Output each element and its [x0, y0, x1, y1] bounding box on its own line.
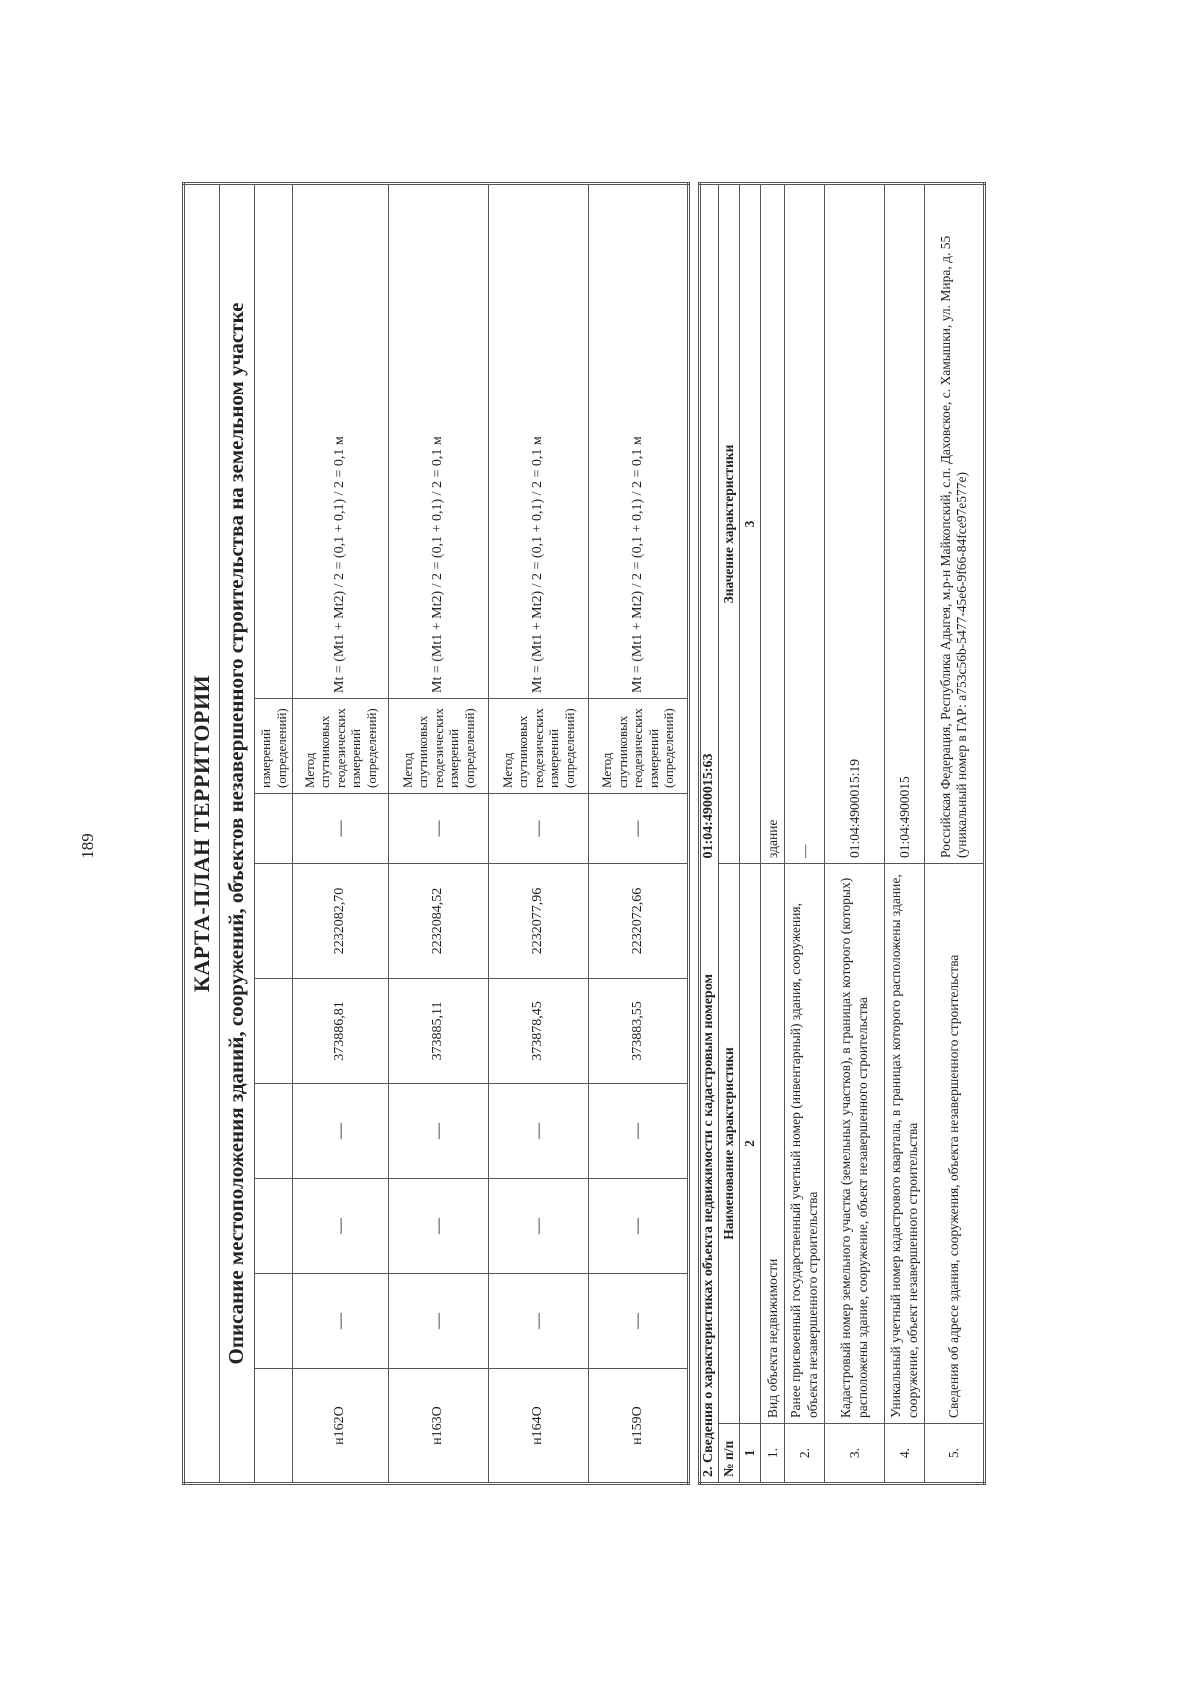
- cell-dash: —: [489, 1084, 589, 1179]
- cell-dash: —: [293, 1179, 389, 1274]
- coord-y: 2232082,70: [293, 864, 389, 979]
- method-fragment: измерений (определений): [255, 699, 293, 794]
- cell-dash: —: [489, 1274, 589, 1369]
- row-number: 5.: [925, 1424, 985, 1484]
- characteristic-value: 01:04:4900015:19: [825, 183, 885, 863]
- cell-dash: —: [389, 794, 489, 864]
- coord-y: 2232084,52: [389, 864, 489, 979]
- table-row: [389, 183, 489, 1483]
- method-text: Метод спутниковых геодезических измерений (определений): [589, 699, 689, 794]
- cell-dash: —: [293, 1084, 389, 1179]
- coord-x: 373878,45: [489, 979, 589, 1084]
- characteristic-name: Уникальный учетный номер кадастрового квартала, в границах которого расположены здание, сооружение, объект незавершенного строительства: [885, 863, 925, 1423]
- row-number: 1.: [761, 1424, 785, 1484]
- table-row: [255, 183, 293, 1483]
- characteristic-name: Кадастровый номер земельного участка (земельных участков), в границах которого (которых) расположены здание, сооружение, объект незавершенного строительства: [825, 863, 885, 1423]
- col-index: 3: [739, 183, 760, 863]
- method-text: Метод спутниковых геодезических измерений (определений): [389, 699, 489, 794]
- coord-x: 373885,11: [389, 979, 489, 1084]
- table-row: [489, 183, 589, 1483]
- table-row: [293, 183, 389, 1483]
- coord-y: 2232072,66: [589, 864, 689, 979]
- col-name-header: Наименование характеристики: [718, 863, 739, 1423]
- accuracy-formula: Mt = (Mt1 + Mt2) / 2 = (0,1 + 0,1) / 2 = 0,1 м: [389, 183, 489, 698]
- table-row: [589, 183, 689, 1483]
- cell-dash: —: [489, 1179, 589, 1274]
- cadastral-number: 01:04:4900015:63: [701, 753, 716, 859]
- section2-heading-row: [700, 183, 719, 1483]
- method-text: Метод спутниковых геодезических измерений (определений): [489, 699, 589, 794]
- point-name: н164О: [489, 1369, 589, 1484]
- rotated-page: [182, 185, 1052, 1485]
- col-value-header: Значение характеристики: [718, 183, 739, 863]
- cell-dash: —: [589, 1274, 689, 1369]
- cell-dash: —: [389, 1084, 489, 1179]
- col-num-header: № п/п: [718, 1424, 739, 1484]
- point-name: н163О: [389, 1369, 489, 1484]
- table-row: [825, 183, 885, 1483]
- accuracy-formula: Mt = (Mt1 + Mt2) / 2 = (0,1 + 0,1) / 2 = 0,1 м: [589, 183, 689, 698]
- cell-dash: —: [589, 794, 689, 864]
- characteristic-value: 01:04:4900015: [885, 183, 925, 863]
- characteristic-value: —: [785, 183, 825, 863]
- cell-dash: —: [389, 1179, 489, 1274]
- page-number: 189: [78, 833, 97, 859]
- col-index: 2: [739, 863, 760, 1423]
- row-number: 2.: [785, 1424, 825, 1484]
- characteristics-table: [698, 182, 986, 1485]
- characteristic-value: Российская Федерация, Республика Адыгея, м.р-н Майкопский, с.п. Даховское, с. Хамышки, ул. Мира, д. 55 (уникальный номер в ГАР: a753c56b-5477-45e6-9f66-84fce97e577e): [925, 183, 985, 863]
- section2-heading: 2. Сведения о характеристиках объекта недвижимости с кадастровым номером: [701, 974, 716, 1477]
- cell-dash: —: [389, 1274, 489, 1369]
- cell-dash: —: [589, 1084, 689, 1179]
- table-index-row: [739, 183, 760, 1483]
- table-row: [885, 183, 925, 1483]
- characteristic-name: Сведения об адресе здания, сооружения, объекта незавершенного строительства: [925, 863, 985, 1423]
- row-number: 4.: [885, 1424, 925, 1484]
- col-index: 1: [739, 1424, 760, 1484]
- page-title: КАРТА-ПЛАН ТЕРРИТОРИИ: [184, 183, 220, 1483]
- characteristic-value: здание: [761, 183, 785, 863]
- cell-dash: —: [489, 794, 589, 864]
- coord-x: 373883,55: [589, 979, 689, 1084]
- point-name: н159О: [589, 1369, 689, 1484]
- characteristic-name: Ранее присвоенный государственный учетный номер (инвентарный) здания, сооружения, объекта незавершенного строительства: [785, 863, 825, 1423]
- table-row: [925, 183, 985, 1483]
- coord-y: 2232077,96: [489, 864, 589, 979]
- characteristic-name: Вид объекта недвижимости: [761, 863, 785, 1423]
- point-name: н162О: [293, 1369, 389, 1484]
- accuracy-formula: Mt = (Mt1 + Mt2) / 2 = (0,1 + 0,1) / 2 = 0,1 м: [293, 183, 389, 698]
- table-row: [761, 183, 785, 1483]
- method-text: Метод спутниковых геодезических измерений (определений): [293, 699, 389, 794]
- cell-dash: —: [293, 1274, 389, 1369]
- row-number: 3.: [825, 1424, 885, 1484]
- accuracy-formula: Mt = (Mt1 + Mt2) / 2 = (0,1 + 0,1) / 2 = 0,1 м: [489, 183, 589, 698]
- cell-dash: —: [589, 1179, 689, 1274]
- coord-x: 373886,81: [293, 979, 389, 1084]
- cell-dash: —: [293, 794, 389, 864]
- table-header-row: [718, 183, 739, 1483]
- table-row: [785, 183, 825, 1483]
- coordinates-table: [182, 182, 690, 1485]
- section-subtitle: Описание местоположения зданий, сооружений, объектов незавершенного строительства на земельном участке: [220, 183, 255, 1483]
